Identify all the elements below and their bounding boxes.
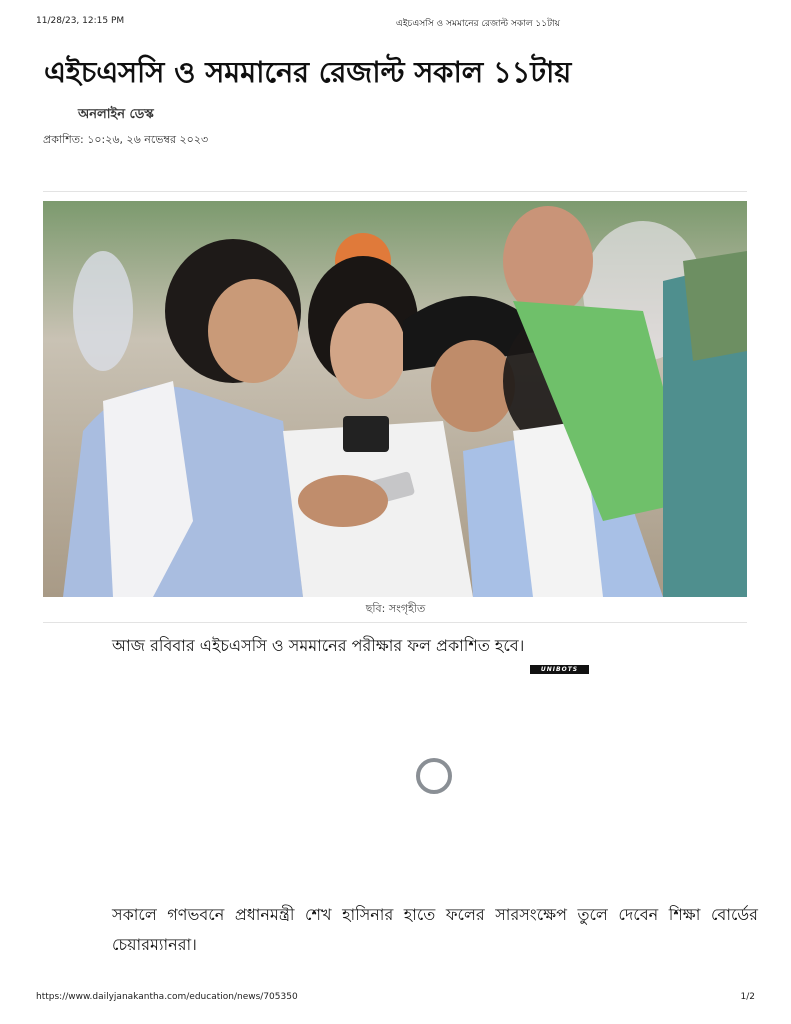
divider xyxy=(43,622,747,623)
loading-spinner-icon xyxy=(416,758,452,794)
author-name[interactable]: অনলাইন ডেস্ক xyxy=(78,107,154,122)
article-headline: এইচএসসি ও সমমানের রেজাল্ট সকাল ১১টায় xyxy=(44,55,572,89)
article-photo xyxy=(43,201,747,597)
print-doc-title: এইচএসসি ও সমমানের রেজাল্ট সকাল ১১টায় xyxy=(396,19,560,29)
article-paragraph: আজ রবিবার এইচএসসি ও সমমানের পরীক্ষার ফল প্রকাশিত হবে। xyxy=(112,636,525,655)
photo-caption: ছবি: সংগৃহীত xyxy=(365,602,426,615)
published-date: প্রকাশিত: ১০:২৬, ২৬ নভেম্বর ২০২৩ xyxy=(43,133,209,146)
print-header xyxy=(36,16,755,30)
page-url: https://www.dailyjanakantha.com/education/news/705350 xyxy=(36,992,298,1002)
print-datetime: 11/28/23, 12:15 PM xyxy=(36,16,125,26)
ad-badge[interactable]: UNIBOTS xyxy=(530,665,589,674)
print-footer xyxy=(36,992,755,1006)
article-paragraph: সকালে গণভবনে প্রধানমন্ত্রী শেখ হাসিনার হাতে ফলের সারসংক্ষেপ তুলে দেবেন শিক্ষা বোর্ডের চেয়ারম্যানরা। xyxy=(112,905,758,954)
page-number: 1/2 xyxy=(740,992,755,1002)
divider xyxy=(43,191,747,192)
